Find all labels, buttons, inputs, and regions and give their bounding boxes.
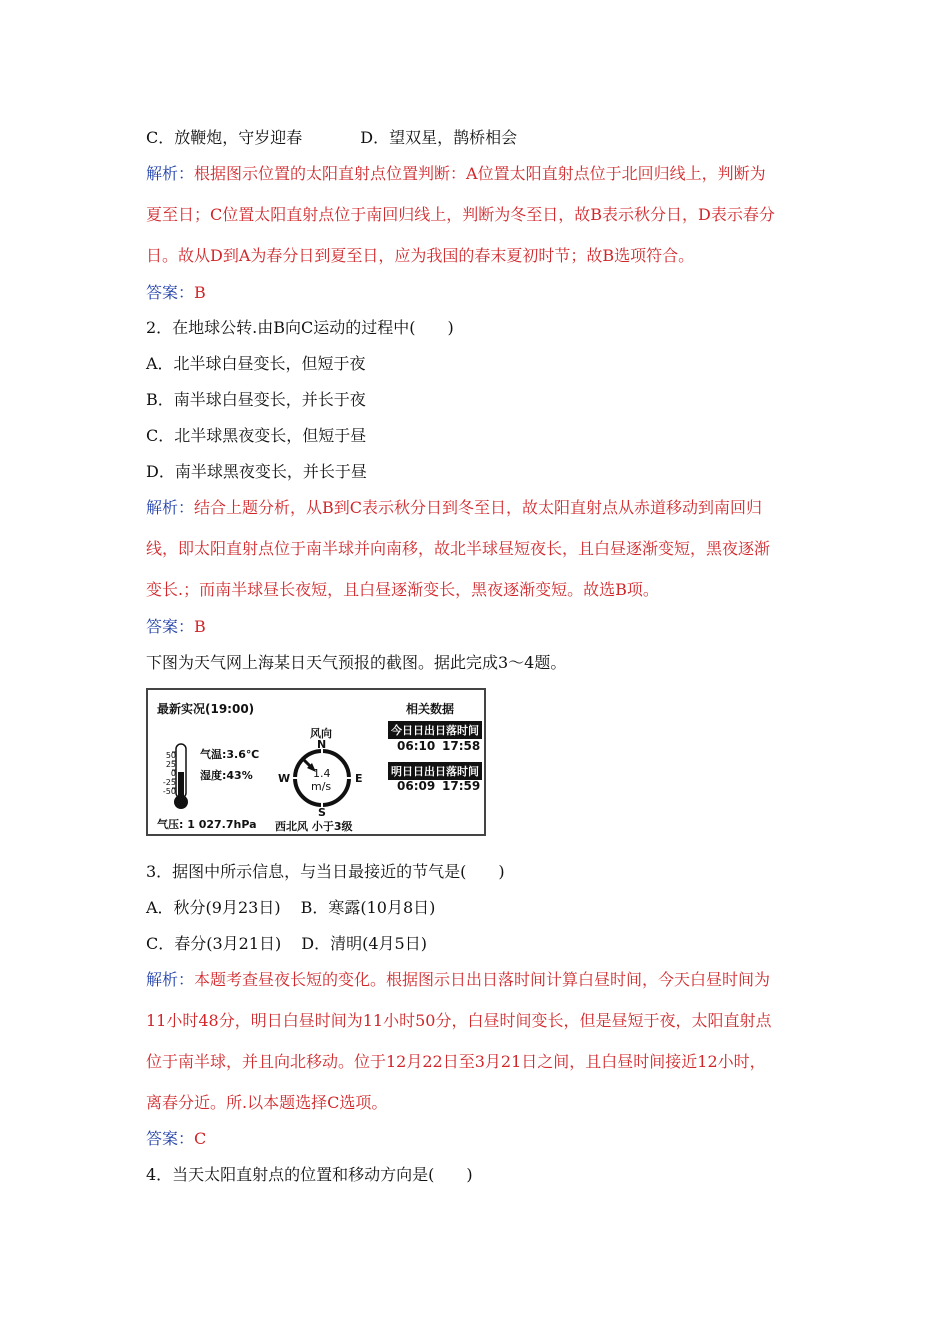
answer-1 — [146, 283, 206, 303]
explanation-text: 根据图示位置的太阳直射点位置判断：A位置太阳直射点位于北回归线上，判断为 — [194, 164, 766, 183]
explanation-1-line-3: 日。故从D到A为春分日到夏至日，应为我国的春末夏初时节；故B选项符合。 — [146, 246, 695, 265]
today-sun-label: 今日日出日落时间 — [388, 721, 482, 739]
scale-label: -50 — [162, 787, 176, 796]
scale-label: 0 — [170, 769, 176, 778]
compass-n: N — [317, 738, 327, 751]
option-b: B．寒露(10月8日) — [300, 898, 436, 917]
today-sunrise: 06:10 — [397, 739, 436, 753]
wind-label: 风向 — [310, 727, 332, 740]
wind-speed: 1.4 — [313, 767, 331, 780]
weather-title: 最新实况(19:00) — [157, 702, 255, 716]
humidity: 湿度:43% — [200, 769, 253, 782]
question-3-options-cd — [146, 934, 427, 954]
scale-label: 50 — [165, 751, 176, 760]
related-data-title: 相关数据 — [406, 702, 455, 716]
answer-3 — [146, 1129, 206, 1149]
explanation-text: 本题考查昼夜长短的变化。根据图示日出日落时间计算白昼时间，今天白昼时间为 — [194, 970, 771, 989]
explanation-3-line-2: 11小时48分，明日白昼时间为11小时50分，白昼时间变长，但是昼短于夜，太阳直射点 — [146, 1011, 772, 1030]
explanation-3-line-1 — [146, 970, 770, 990]
option-a: A．秋分(9月23日) — [146, 898, 281, 917]
tomorrow-sun-label: 明日日出日落时间 — [388, 762, 482, 780]
explanation-2-line-2: 线，即太阳直射点位于南半球并向南移，故北半球昼短夜长，且白昼逐渐变短，黑夜逐渐 — [146, 539, 771, 558]
answer-value: B — [194, 617, 206, 636]
tomorrow-sunrise: 06:09 — [397, 779, 436, 793]
question-2-option-b: B．南半球白昼变长，并长于夜 — [146, 390, 366, 409]
option-c: C．放鞭炮，守岁迎春 — [146, 128, 303, 147]
explanation-1-line-1 — [146, 164, 766, 184]
explanation-label: 解析： — [146, 164, 195, 183]
question-2-option-c: C．北半球黑夜变长，但短于昼 — [146, 426, 367, 445]
pressure: 气压: 1 027.7hPa — [157, 818, 257, 831]
weather-widget — [146, 688, 486, 836]
answer-label: 答案： — [146, 1129, 195, 1148]
explanation-label: 解析： — [146, 970, 195, 989]
intro-text: 下图为天气网上海某日天气预报的截图。据此完成3～4题。 — [146, 653, 567, 672]
today-sunset: 17:58 — [442, 739, 481, 753]
answer-2 — [146, 617, 206, 637]
explanation-text: 结合上题分析，从B到C表示秋分日到冬至日，故太阳直射点从赤道移动到南回归 — [194, 498, 763, 517]
question-2-option-a: A．北半球白昼变长，但短于夜 — [146, 354, 366, 373]
answer-value: C — [194, 1129, 207, 1148]
answer-value: B — [194, 283, 206, 302]
wind-description: 西北风 小于3级 — [275, 820, 353, 833]
explanation-3-line-3: 位于南半球，并且向北移动。位于12月22日至3月21日之间，且白昼时间接近12小时， — [146, 1052, 766, 1071]
line-options-cd — [146, 128, 517, 148]
explanation-1-line-2: 夏至日；C位置太阳直射点位于南回归线上，判断为冬至日，故B表示秋分日，D表示春分 — [146, 205, 775, 224]
option-c: C．春分(3月21日) — [146, 934, 282, 953]
question-2: 2．在地球公转.由B向C运动的过程中( ) — [146, 318, 454, 337]
explanation-3-line-4: 离春分近。所.以本题选择C选项。 — [146, 1093, 388, 1112]
scale-label: 25 — [165, 760, 176, 769]
thermometer-icon — [170, 742, 192, 812]
wind-unit: m/s — [311, 780, 332, 793]
scale-label: -25 — [162, 778, 176, 787]
answer-label: 答案： — [146, 617, 195, 636]
option-d: D．望双星，鹊桥相会 — [360, 128, 518, 147]
question-2-option-d: D．南半球黑夜变长，并长于昼 — [146, 462, 367, 481]
answer-label: 答案： — [146, 283, 195, 302]
compass-w: W — [278, 772, 291, 785]
question-4: 4．当天太阳直射点的位置和移动方向是( ) — [146, 1165, 473, 1184]
question-3: 3．据图中所示信息，与当日最接近的节气是( ) — [146, 862, 505, 881]
tomorrow-sunset: 17:59 — [442, 779, 481, 793]
question-3-options-ab — [146, 898, 435, 918]
explanation-2-line-1 — [146, 498, 762, 518]
compass-s: S — [318, 806, 326, 819]
option-d: D．清明(4月5日) — [301, 934, 427, 953]
explanation-label: 解析： — [146, 498, 195, 517]
compass-e: E — [355, 772, 363, 785]
temperature: 气温:3.6℃ — [200, 748, 260, 761]
explanation-2-line-3: 变长.；而南半球昼长夜短，且白昼逐渐变长，黑夜逐渐变短。故选B项。 — [146, 580, 659, 599]
